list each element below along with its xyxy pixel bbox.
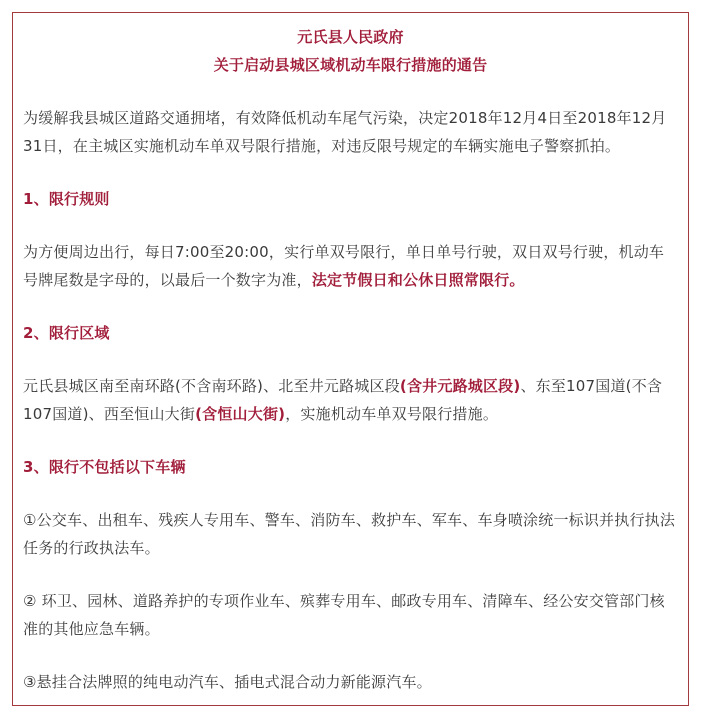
exemption-item: ② 环卫、园林、道路养护的专项作业车、殡葬专用车、邮政专用车、清障车、经公安交管部门核准的其他应急车辆。 — [23, 592, 665, 638]
area-text: 、东至107国道(不含107国道)、西至恒山大街 — [23, 377, 663, 423]
rules-text: 为方便周边出行，每日7:00至20:00，实行单双号限行，单日单号行驶，双日双号行驶，机动车号牌尾数是字母的，以最后一个数字为准， — [23, 243, 665, 289]
rules-paragraph — [23, 238, 678, 294]
section-heading-exemptions: 3、限行不包括以下车辆 — [23, 458, 186, 476]
area-text: ，实施机动车单双号限行措施。 — [285, 405, 499, 423]
intro-paragraph: 为缓解我县城区道路交通拥堵，有效降低机动车尾气污染，决定2018年12月4日至2018年12月31日，在主城区实施机动车单双号限行措施，对违反限号规定的车辆实施电子警察抓拍。 — [23, 109, 667, 155]
section-heading-area: 2、限行区域 — [23, 324, 110, 342]
notice-title: 关于启动县城区域机动车限行措施的通告 — [213, 56, 488, 74]
section-heading-rules: 1、限行规则 — [23, 190, 110, 208]
exemption-item: ①公交车、出租车、残疾人专用车、警车、消防车、救护车、军车、车身喷涂统一标识并执行执法任务的行政执法车。 — [23, 511, 676, 557]
issuer-title: 元氏县人民政府 — [297, 28, 404, 46]
area-emphasis: (含恒山大街) — [195, 405, 286, 423]
rules-emphasis: 法定节假日和公休日照常限行。 — [311, 271, 525, 289]
area-emphasis: (含井元路城区段) — [399, 377, 521, 395]
area-text: 元氏县城区南至南环路(不含南环路)、北至井元路城区段 — [23, 377, 400, 395]
exemption-item: ③悬挂合法牌照的纯电动汽车、插电式混合动力新能源汽车。 — [23, 673, 432, 691]
area-paragraph — [23, 372, 678, 428]
notice-frame — [12, 12, 689, 706]
